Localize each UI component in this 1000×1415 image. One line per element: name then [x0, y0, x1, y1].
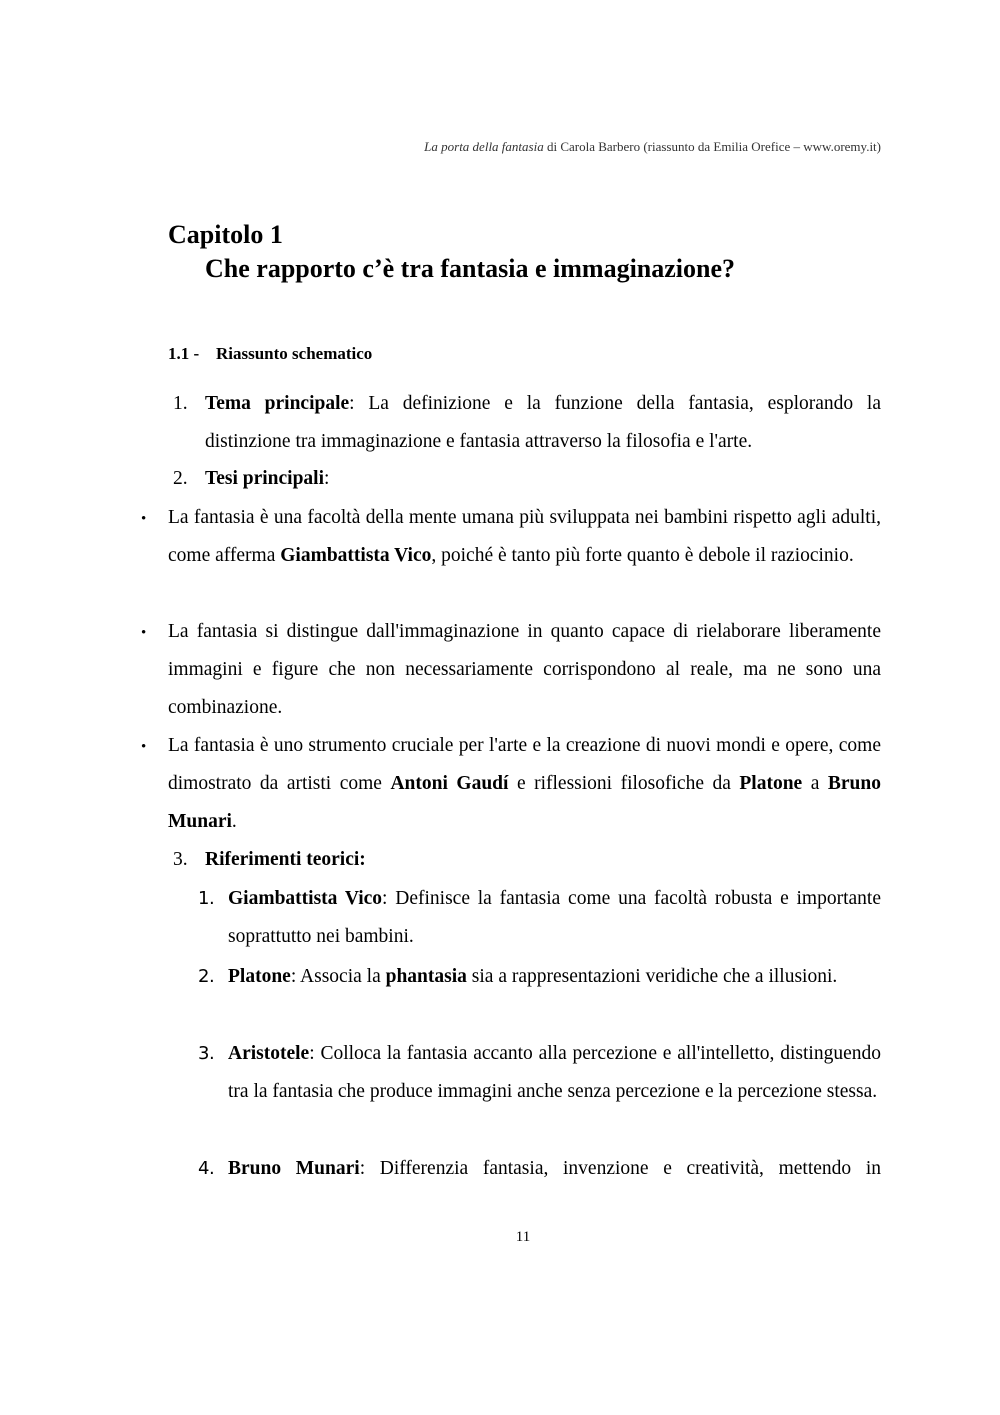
- item-2-bold: Tesi principali: [205, 468, 325, 489]
- bullet-3-text-c: a: [802, 773, 828, 794]
- item-2: [205, 460, 881, 498]
- item-3-bold: Riferimenti teorici:: [205, 849, 366, 870]
- bullet-1-dot: •: [141, 511, 147, 527]
- sub-2-bold-2: phantasia: [385, 966, 467, 987]
- sub-2-bold: Platone: [228, 966, 291, 987]
- sub-item-4: [228, 1150, 881, 1188]
- sub-item-2: [228, 958, 881, 996]
- bullet-2: [168, 613, 881, 727]
- bullet-3: [168, 727, 881, 841]
- item-2-marker: 2.: [173, 468, 188, 489]
- bullet-3-bold-3: Bruno Munari: [168, 773, 881, 832]
- section-heading: [168, 344, 372, 364]
- header-rest: di Carola Barbero (riassunto da Emilia Orefice – www.oremy.it): [543, 139, 881, 154]
- bullet-3-bold-1: Antoni Gaudí: [390, 773, 509, 794]
- chapter-title: Che rapporto c’è tra fantasia e immaginazione?: [205, 254, 736, 283]
- item-1-marker: 1.: [173, 393, 188, 414]
- bullet-3-dot: •: [141, 739, 147, 755]
- sub-1-marker: 1.: [198, 888, 215, 909]
- sub-4-bold: Bruno Munari: [228, 1158, 360, 1179]
- bullet-2-text: La fantasia si distingue dall'immaginazione in quanto capace di rielaborare liberamente immagini e figure che non necessariamente corrispondono al reale, ma ne sono una combinazione.: [168, 621, 881, 718]
- bullet-1-text-b: , poiché è tanto più forte quanto è debole il raziocinio.: [431, 545, 854, 566]
- bullet-3-text-d: .: [231, 811, 237, 832]
- item-3-marker: 3.: [173, 849, 188, 870]
- sub-2-text-a: : Associa la: [290, 966, 386, 987]
- sub-2-marker: 2.: [198, 966, 215, 987]
- item-2-text: :: [324, 468, 330, 489]
- item-1-text: : La definizione e la funzione della fantasia, esplorando la distinzione tra immaginazione e fantasia attraverso la filosofia e l'arte.: [205, 393, 881, 452]
- header-book-title: La porta della fantasia: [424, 139, 544, 154]
- item-3: [205, 841, 881, 879]
- running-header: [424, 139, 881, 155]
- bullet-1: [168, 499, 881, 575]
- section-number: 1.1 -: [168, 344, 200, 363]
- sub-3-text: : Colloca la fantasia accanto alla percezione e all'intelletto, distinguendo tra la fantasia che produce immagini anche senza percezione e la percezione stessa.: [228, 1043, 881, 1102]
- section-title: Riassunto schematico: [216, 344, 373, 363]
- bullet-2-dot: •: [141, 625, 147, 641]
- item-1-bold: Tema principale: [205, 393, 350, 414]
- bullet-3-bold-2: Platone: [739, 773, 803, 794]
- sub-item-3: [228, 1035, 881, 1111]
- sub-2-text-b: sia a rappresentazioni veridiche che a illusioni.: [466, 966, 838, 987]
- chapter-heading: [168, 218, 735, 286]
- bullet-1-text-a: La fantasia è una facoltà della mente umana più sviluppata nei bambini rispetto agli adulti, come afferma: [168, 507, 881, 566]
- bullet-1-bold: Giambattista Vico: [280, 545, 432, 566]
- chapter-label: Capitolo 1: [168, 220, 283, 249]
- page-number: 11: [515, 1229, 531, 1245]
- sub-4-marker: 4.: [198, 1158, 215, 1179]
- sub-1-bold: Giambattista Vico: [228, 888, 383, 909]
- sub-3-bold: Aristotele: [228, 1043, 310, 1064]
- bullet-3-text-b: e riflessioni filosofiche da: [508, 773, 740, 794]
- sub-item-1: [228, 880, 881, 956]
- item-1: [205, 385, 881, 461]
- sub-3-marker: 3.: [198, 1043, 215, 1064]
- bullet-3-text-a: La fantasia è uno strumento cruciale per l'arte e la creazione di nuovi mondi e opere, come dimostrato da artisti come: [168, 735, 881, 794]
- sub-1-text: : Definisce la fantasia come una facoltà robusta e importante soprattutto nei bambini.: [228, 888, 881, 947]
- sub-4-text: : Differenzia fantasia, invenzione e creatività, mettendo in: [359, 1158, 881, 1179]
